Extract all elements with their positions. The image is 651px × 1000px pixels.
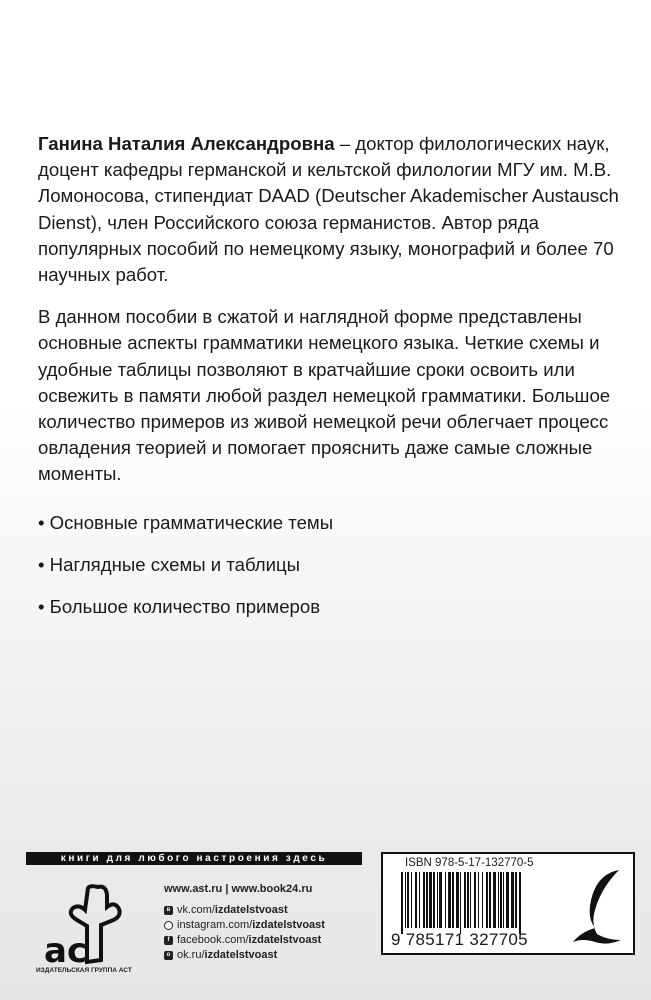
barcode-bar: [415, 872, 417, 928]
barcode-bar: [493, 872, 496, 928]
barcode-bar: [474, 872, 476, 928]
barcode-bar: [498, 872, 499, 928]
social-link-facebook[interactable]: f facebook.com/izdatelstvoast: [164, 933, 325, 948]
barcode-bar: [419, 872, 420, 928]
barcode-bar: [448, 872, 451, 928]
barcode-bar: [482, 872, 483, 928]
barcode-bar: [478, 872, 479, 928]
barcode-bar: [519, 872, 521, 934]
cover-text: [38, 131, 628, 636]
barcode-bar: [503, 872, 504, 928]
publisher-caption: ИЗДАТЕЛЬСКАЯ ГРУППА АСТ: [36, 967, 132, 974]
barcode-bar: [506, 872, 509, 928]
bullet-item: • Основные грамматические темы: [38, 511, 334, 533]
barcode-bar: [423, 872, 425, 928]
author-paragraph: [38, 131, 628, 288]
barcode-bar: [407, 872, 409, 928]
author-bio: – доктор филологических наук, доцент кафедры германской и кельтской филологии МГУ им. М.В. Ломоносова, стипендиат DAAD (Deutscher Akademischer Austausch Dienst), член Российского союза германистов. Автор ряда популярных пособий по немецкому языку, монографий и более 70 научных работ.: [38, 133, 619, 286]
barcode-bar: [437, 872, 438, 928]
barcode-bar: [433, 872, 435, 928]
barcode-bar: [439, 872, 442, 928]
barcode-bar: [467, 872, 469, 928]
facebook-icon: f: [164, 936, 173, 945]
barcode-bar: [445, 872, 446, 928]
author-name: Ганина Наталия Александровна: [38, 133, 335, 154]
barcode-bar: [511, 872, 514, 928]
slogan-strip: книги для любого настроения здесь: [26, 852, 362, 865]
vk-icon: в: [164, 906, 173, 915]
bullet-item: • Большое количество примеров: [38, 596, 321, 618]
svg-text:ac: ac: [44, 931, 88, 971]
bullet-item: • Наглядные схемы и таблицы: [38, 553, 301, 575]
barcode-bar: [429, 872, 432, 928]
barcode-bar: [452, 872, 454, 928]
isbn-text: ISBN 978-5-17-132770-5: [405, 857, 534, 869]
social-link-ok[interactable]: o ok.ru/izdatelstvoast: [164, 948, 325, 963]
ean-number: 9 785171 327705: [391, 930, 528, 949]
barcode-bar: [411, 872, 412, 928]
social-link-vk[interactable]: в vk.com/izdatelstvoast: [164, 903, 325, 918]
barcode-bar: [405, 872, 406, 928]
feather-logo-icon: [561, 868, 627, 948]
barcode-bar: [426, 872, 428, 928]
barcode-bar: [486, 872, 488, 928]
barcode-bar: [489, 872, 491, 928]
description-paragraph: В данном пособии в сжатой и наглядной форме представлены основные аспекты грамматики немецкого языка. Четкие схемы и удобные таблицы позволяют в кратчайшие сроки освоить или освежить в памяти любой раздел немецкой грамматики. Большое количество примеров из живой немецкой речи облегчает процесс овладения теорией и помогает прояснить даже самые сложные моменты.: [38, 306, 611, 485]
website-links[interactable]: www.ast.ru | www.book24.ru: [164, 883, 313, 895]
barcode-bar: [515, 872, 517, 928]
instagram-icon: [164, 921, 173, 930]
barcode-box: [381, 852, 635, 955]
publisher-links: [164, 881, 325, 963]
barcode-icon: [401, 872, 523, 934]
barcode-bar: [464, 872, 466, 928]
barcode-bar: [456, 872, 459, 928]
barcode-bar: [500, 872, 502, 928]
social-link-instagram[interactable]: instagram.com/izdatelstvoast: [164, 918, 325, 933]
barcode-bar: [460, 872, 461, 934]
barcode-bar: [401, 872, 403, 934]
barcode-bar: [470, 872, 471, 928]
ok-icon: o: [164, 951, 173, 960]
